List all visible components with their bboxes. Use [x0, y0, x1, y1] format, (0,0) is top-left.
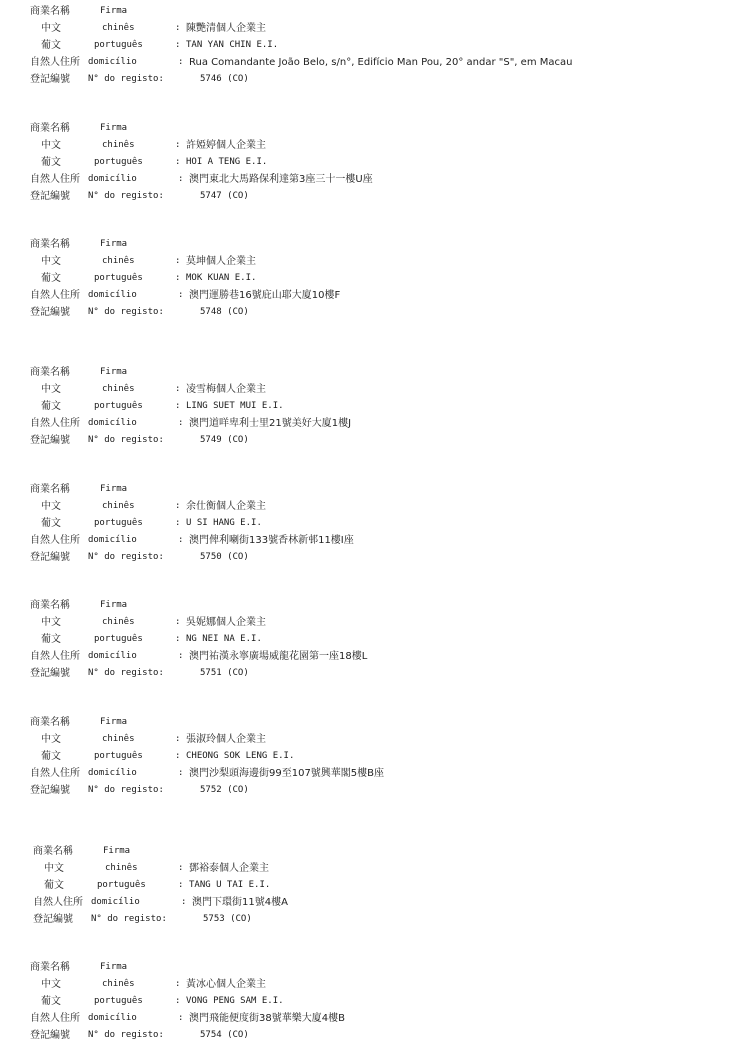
- firma-label-pt: Firma: [100, 367, 128, 377]
- domicile: 澳門運勝巷16號庇山耶大廈10樓F: [189, 290, 341, 301]
- firma-label-zh: 商業名稱: [30, 367, 70, 378]
- firma-label-pt: Firma: [103, 846, 131, 856]
- chinese-name: 莫坤個人企業主: [186, 256, 256, 267]
- registo-number: 5747 (CO): [200, 191, 249, 201]
- portuguese-name: TAN YAN CHIN E.I.: [186, 40, 279, 50]
- colon: :: [175, 518, 181, 528]
- registry-entry-2: [30, 121, 730, 201]
- registo-label-zh: 登記編號: [30, 1030, 70, 1041]
- colon: :: [175, 384, 181, 394]
- chines-label-zh: 中文: [41, 23, 61, 34]
- domicilio-label-pt: domicílio: [91, 897, 140, 907]
- portugues-label-pt: português: [97, 880, 146, 890]
- firma-label-zh: 商業名稱: [30, 6, 70, 17]
- portugues-label-pt: português: [94, 518, 143, 528]
- domicile: 澳門東北大馬路保利達第3座三十一樓U座: [189, 174, 373, 185]
- domicilio-label-zh: 自然人住所: [30, 290, 80, 301]
- colon: :: [178, 863, 184, 873]
- domicilio-label-zh: 自然人住所: [30, 418, 80, 429]
- domicilio-label-pt: domicílio: [88, 418, 137, 428]
- colon: :: [178, 768, 184, 778]
- domicilio-label-pt: domicílio: [88, 1013, 137, 1023]
- colon: :: [178, 880, 184, 890]
- firma-label-zh: 商業名稱: [33, 846, 73, 857]
- registo-label-pt: N° do registo:: [88, 435, 164, 445]
- registo-label-pt: N° do registo:: [88, 74, 164, 84]
- domicile: Rua Comandante João Belo, s/n°, Edifício Man Pou, 20° andar "S", em Macau: [189, 57, 573, 68]
- colon: :: [178, 174, 184, 184]
- registo-label-zh: 登記編號: [30, 435, 70, 446]
- portugues-label-pt: português: [94, 273, 143, 283]
- firma-label-pt: Firma: [100, 962, 128, 972]
- registo-number: 5750 (CO): [200, 552, 249, 562]
- registo-label-pt: N° do registo:: [88, 191, 164, 201]
- chines-label-pt: chinês: [105, 863, 138, 873]
- registo-number: 5749 (CO): [200, 435, 249, 445]
- registry-entry-1: [30, 4, 730, 84]
- firma-label-pt: Firma: [100, 123, 128, 133]
- domicilio-label-pt: domicílio: [88, 290, 137, 300]
- chines-label-zh: 中文: [41, 617, 61, 628]
- registo-number: 5753 (CO): [203, 914, 252, 924]
- firma-label-pt: Firma: [100, 600, 128, 610]
- firma-label-pt: Firma: [100, 6, 128, 16]
- portugues-label-zh: 葡文: [44, 880, 64, 891]
- registo-label-pt: N° do registo:: [88, 307, 164, 317]
- registry-entry-5: [30, 482, 730, 562]
- colon: :: [175, 23, 181, 33]
- firma-label-zh: 商業名稱: [30, 962, 70, 973]
- chines-label-zh: 中文: [41, 979, 61, 990]
- registo-label-zh: 登記編號: [30, 668, 70, 679]
- chines-label-pt: chinês: [102, 23, 135, 33]
- portugues-label-zh: 葡文: [41, 40, 61, 51]
- portuguese-name: NG NEI NA E.I.: [186, 634, 262, 644]
- portugues-label-pt: português: [94, 751, 143, 761]
- registry-entry-3: [30, 237, 730, 317]
- domicilio-label-zh: 自然人住所: [30, 535, 80, 546]
- portuguese-name: LING SUET MUI E.I.: [186, 401, 284, 411]
- registry-entry-4: [30, 365, 730, 445]
- registo-label-pt: N° do registo:: [91, 914, 167, 924]
- registo-number: 5751 (CO): [200, 668, 249, 678]
- colon: :: [175, 157, 181, 167]
- chines-label-pt: chinês: [102, 140, 135, 150]
- firma-label-zh: 商業名稱: [30, 239, 70, 250]
- domicile: 澳門俾利喇街133號香林新邨11樓I座: [189, 535, 354, 546]
- portugues-label-pt: português: [94, 40, 143, 50]
- chines-label-pt: chinês: [102, 734, 135, 744]
- portugues-label-zh: 葡文: [41, 518, 61, 529]
- colon: :: [175, 734, 181, 744]
- colon: :: [175, 751, 181, 761]
- chinese-name: 許婭婷個人企業主: [186, 140, 266, 151]
- chines-label-pt: chinês: [102, 384, 135, 394]
- firma-label-zh: 商業名稱: [30, 484, 70, 495]
- colon: :: [178, 57, 184, 67]
- chines-label-zh: 中文: [41, 384, 61, 395]
- chines-label-pt: chinês: [102, 617, 135, 627]
- registo-number: 5746 (CO): [200, 74, 249, 84]
- domicilio-label-zh: 自然人住所: [30, 651, 80, 662]
- registry-entry-8: [33, 844, 733, 924]
- chinese-name: 黃冰心個人企業主: [186, 979, 266, 990]
- portugues-label-zh: 葡文: [41, 273, 61, 284]
- colon: :: [175, 40, 181, 50]
- portuguese-name: MOK KUAN E.I.: [186, 273, 257, 283]
- domicile: 澳門道咩卑利士里21號美好大廈1樓J: [189, 418, 352, 429]
- chinese-name: 鄧裕泰個人企業主: [189, 863, 269, 874]
- firma-label-pt: Firma: [100, 484, 128, 494]
- portugues-label-pt: português: [94, 634, 143, 644]
- colon: :: [178, 651, 184, 661]
- domicilio-label-pt: domicílio: [88, 174, 137, 184]
- colon: :: [178, 418, 184, 428]
- domicilio-label-zh: 自然人住所: [30, 57, 80, 68]
- colon: :: [175, 401, 181, 411]
- domicilio-label-pt: domicílio: [88, 535, 137, 545]
- registo-number: 5754 (CO): [200, 1030, 249, 1040]
- registo-label-pt: N° do registo:: [88, 668, 164, 678]
- registo-label-zh: 登記編號: [30, 74, 70, 85]
- registo-label-zh: 登記編號: [30, 191, 70, 202]
- registo-label-pt: N° do registo:: [88, 1030, 164, 1040]
- chines-label-zh: 中文: [41, 256, 61, 267]
- colon: :: [181, 897, 187, 907]
- registo-number: 5752 (CO): [200, 785, 249, 795]
- registo-number: 5748 (CO): [200, 307, 249, 317]
- portugues-label-pt: português: [94, 996, 143, 1006]
- domicilio-label-pt: domicílio: [88, 57, 137, 67]
- colon: :: [175, 140, 181, 150]
- registo-label-pt: N° do registo:: [88, 785, 164, 795]
- portuguese-name: HOI A TENG E.I.: [186, 157, 268, 167]
- registry-entry-6: [30, 598, 730, 678]
- portugues-label-pt: português: [94, 157, 143, 167]
- chines-label-pt: chinês: [102, 979, 135, 989]
- portugues-label-zh: 葡文: [41, 157, 61, 168]
- colon: :: [175, 996, 181, 1006]
- firma-label-zh: 商業名稱: [30, 717, 70, 728]
- domicilio-label-zh: 自然人住所: [30, 768, 80, 779]
- chinese-name: 凌雪梅個人企業主: [186, 384, 266, 395]
- portuguese-name: CHEONG SOK LENG E.I.: [186, 751, 295, 761]
- domicile: 澳門飛能便度街38號華樂大廈4樓B: [189, 1013, 345, 1024]
- domicile: 澳門祐漢永寧廣場威龍花園第一座18樓L: [189, 651, 368, 662]
- chinese-name: 吳妮娜個人企業主: [186, 617, 266, 628]
- domicilio-label-pt: domicílio: [88, 768, 137, 778]
- portugues-label-zh: 葡文: [41, 751, 61, 762]
- portugues-label-pt: português: [94, 401, 143, 411]
- colon: :: [175, 273, 181, 283]
- registo-label-zh: 登記編號: [30, 785, 70, 796]
- chines-label-pt: chinês: [102, 501, 135, 511]
- portuguese-name: VONG PENG SAM E.I.: [186, 996, 284, 1006]
- portugues-label-zh: 葡文: [41, 401, 61, 412]
- domicilio-label-zh: 自然人住所: [30, 1013, 80, 1024]
- chines-label-pt: chinês: [102, 256, 135, 266]
- colon: :: [175, 979, 181, 989]
- colon: :: [178, 290, 184, 300]
- registo-label-pt: N° do registo:: [88, 552, 164, 562]
- firma-label-pt: Firma: [100, 717, 128, 727]
- domicile: 澳門沙梨頭海邊街99至107號興華閣5樓B座: [189, 768, 385, 779]
- colon: :: [175, 634, 181, 644]
- portugues-label-zh: 葡文: [41, 996, 61, 1007]
- chines-label-zh: 中文: [41, 140, 61, 151]
- colon: :: [175, 256, 181, 266]
- chines-label-zh: 中文: [41, 501, 61, 512]
- registry-entry-7: [30, 715, 730, 795]
- domicile: 澳門下環街11號4樓A: [192, 897, 288, 908]
- domicilio-label-zh: 自然人住所: [30, 174, 80, 185]
- colon: :: [178, 1013, 184, 1023]
- chines-label-zh: 中文: [44, 863, 64, 874]
- firma-label-zh: 商業名稱: [30, 123, 70, 134]
- portugues-label-zh: 葡文: [41, 634, 61, 645]
- domicilio-label-pt: domicílio: [88, 651, 137, 661]
- firma-label-pt: Firma: [100, 239, 128, 249]
- chinese-name: 張淑玲個人企業主: [186, 734, 266, 745]
- chinese-name: 陳艷清個人企業主: [186, 23, 266, 34]
- registo-label-zh: 登記編號: [30, 552, 70, 563]
- registry-entry-9: [30, 960, 730, 1040]
- chinese-name: 余仕衡個人企業主: [186, 501, 266, 512]
- domicilio-label-zh: 自然人住所: [33, 897, 83, 908]
- firma-label-zh: 商業名稱: [30, 600, 70, 611]
- colon: :: [175, 617, 181, 627]
- portuguese-name: U SI HANG E.I.: [186, 518, 262, 528]
- colon: :: [175, 501, 181, 511]
- registo-label-zh: 登記編號: [30, 307, 70, 318]
- portuguese-name: TANG U TAI E.I.: [189, 880, 271, 890]
- chines-label-zh: 中文: [41, 734, 61, 745]
- colon: :: [178, 535, 184, 545]
- registo-label-zh: 登記編號: [33, 914, 73, 925]
